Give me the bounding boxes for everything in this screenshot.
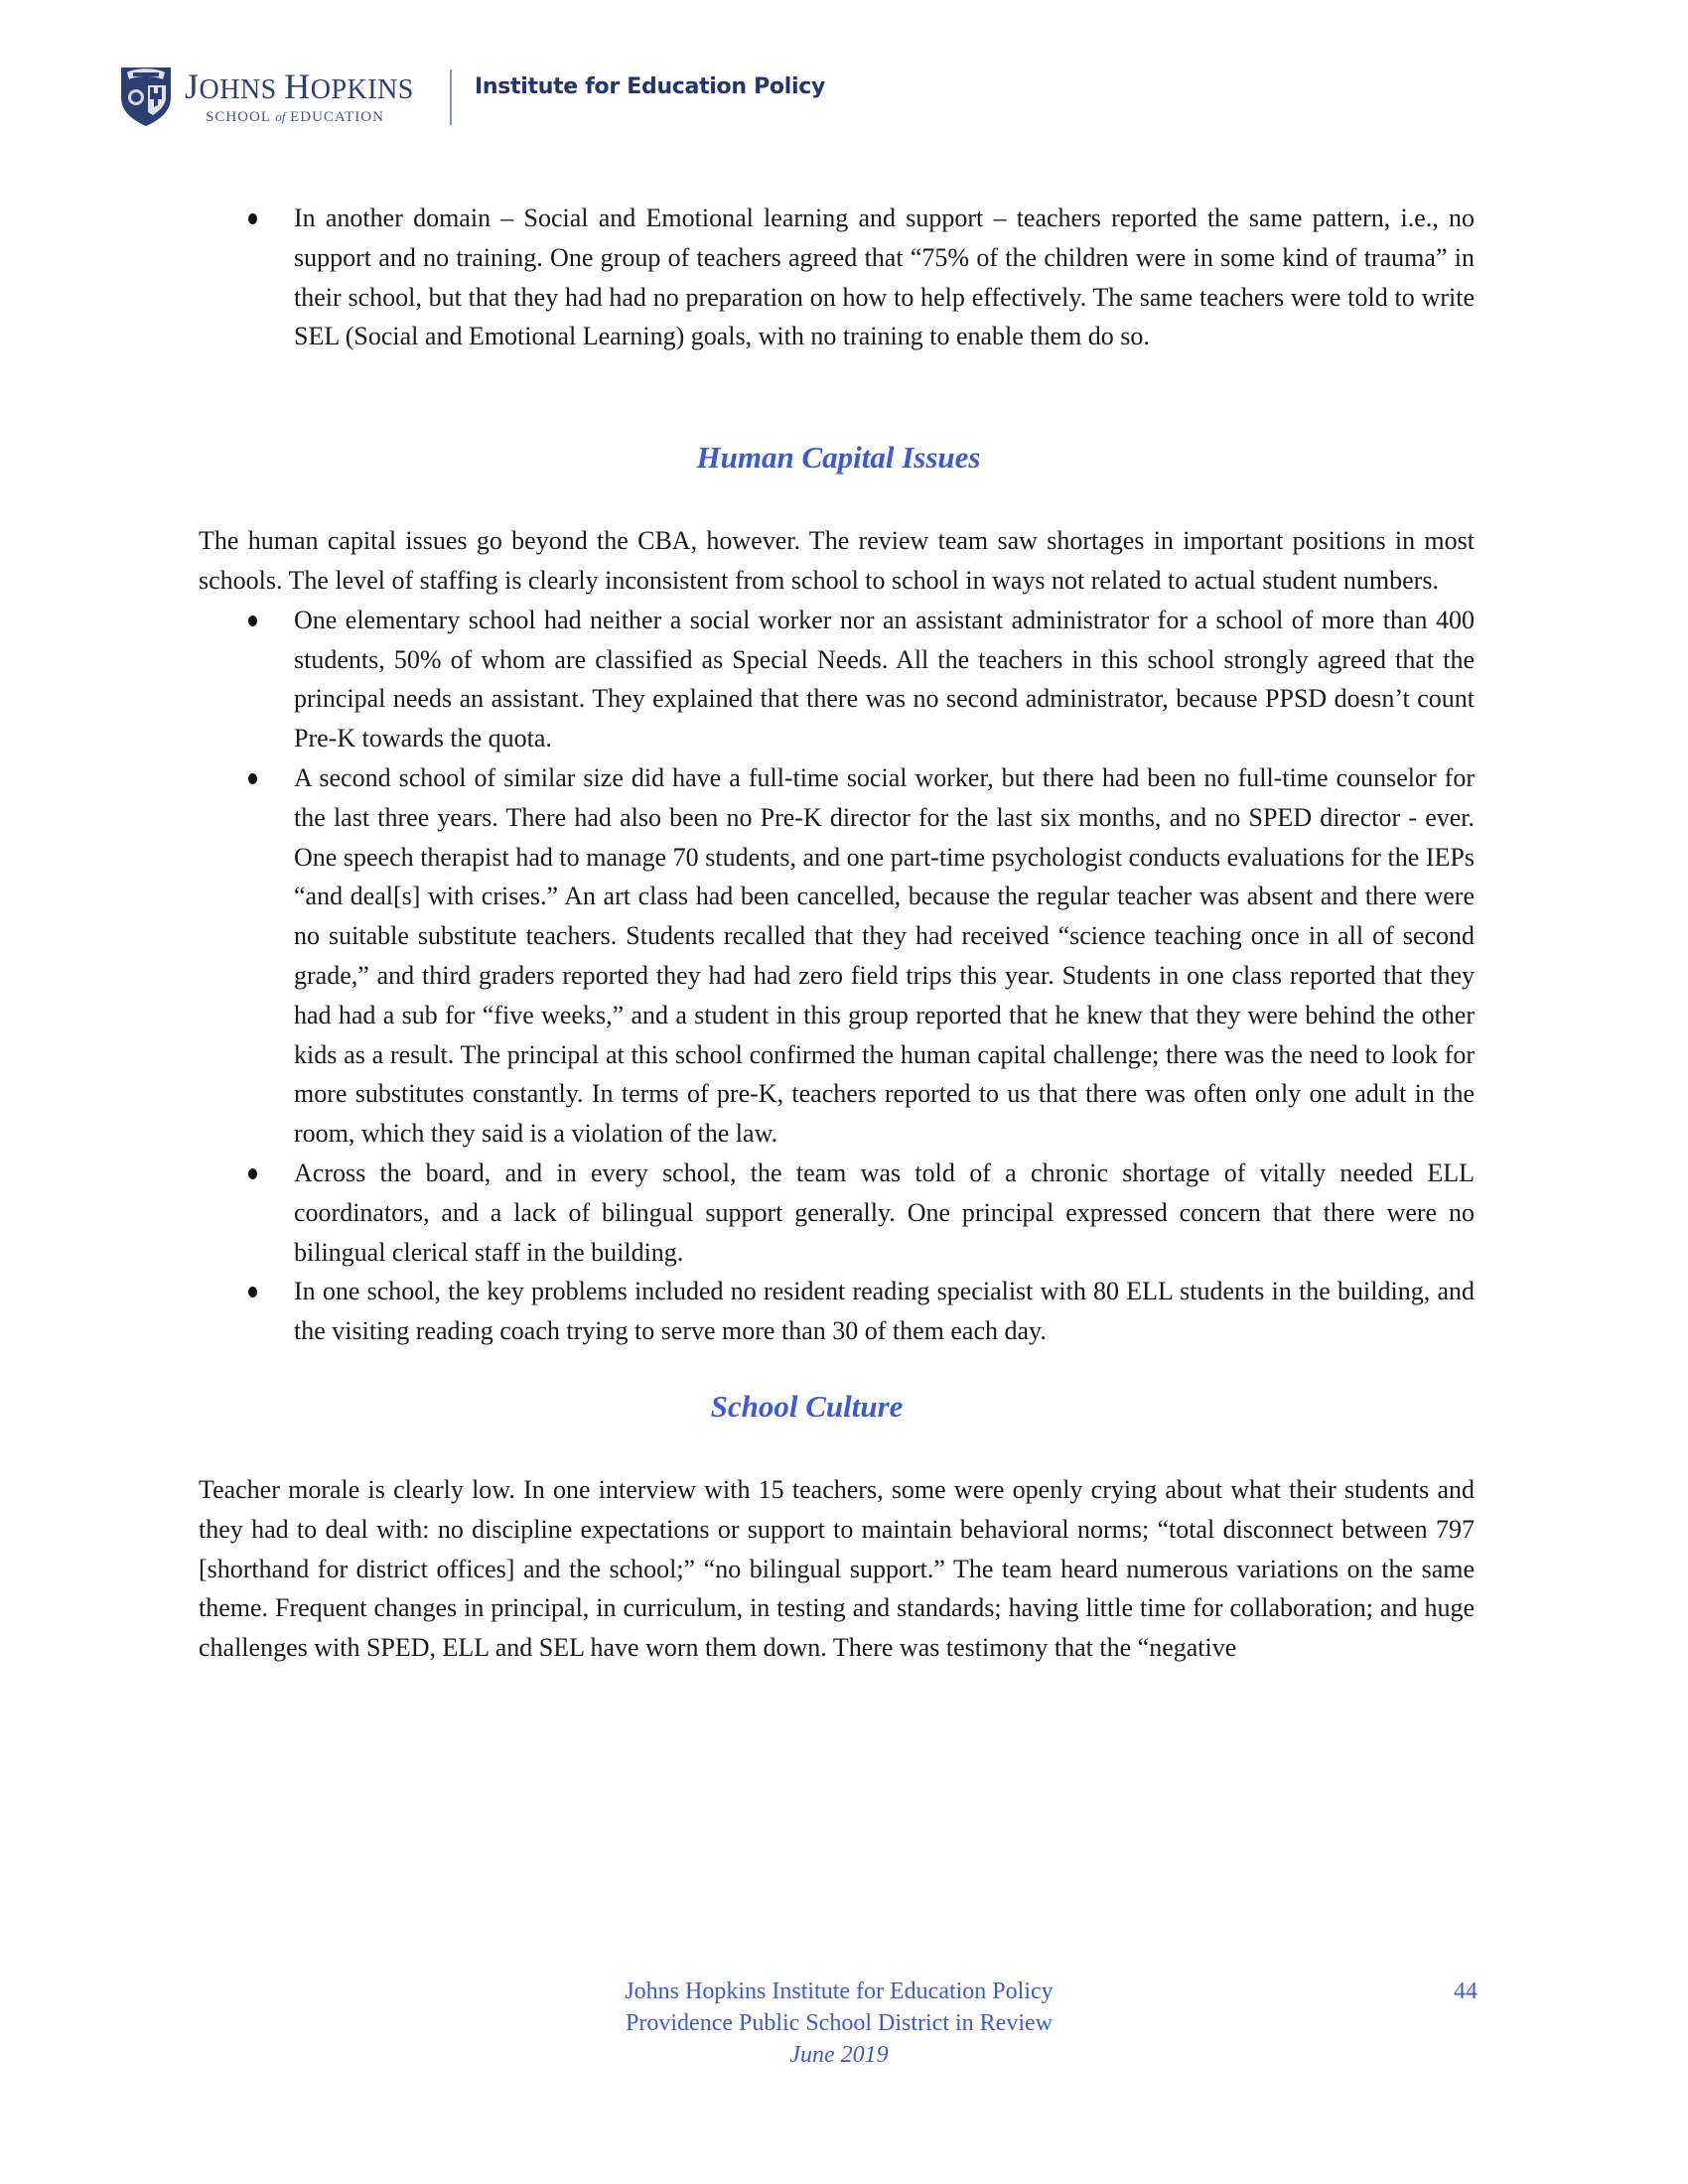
bullet-icon — [248, 1287, 257, 1297]
bullet-icon — [248, 1168, 257, 1179]
johns-hopkins-wordmark: JOHNS HOPKINS — [185, 67, 414, 106]
list-item: One elementary school had neither a social worker nor an assistant administrator for a school of more than 400 students, 50% of whom are classified as Special Needs. All the teachers in this school strongly agreed that the principal needs an assistant. They explained that there was no second administrator, because PPSD doesn’t count Pre-K towards the quota. — [199, 601, 1475, 758]
header-divider — [450, 69, 452, 125]
list-item: Across the board, and in every school, the team was told of a chronic shortage of vitally needed ELL coordinators, and a lack of bilingual support generally. One principal expressed concern that there were no bilingual clerical staff in the building. — [199, 1154, 1475, 1272]
section-heading-school-culture: School Culture — [710, 1388, 904, 1424]
footer-line-report-title: Providence Public School District in Review — [626, 2010, 1053, 2036]
bullet-icon — [248, 773, 257, 784]
bullet-icon — [248, 615, 257, 626]
footer-date: June 2019 — [789, 2042, 889, 2068]
school-culture-paragraph: Teacher morale is clearly low. In one interview with 15 teachers, some were openly crying about what their students and they had to deal with: no discipline expectations or support to maintain behavioral norms; “total disconnect between 797 [shorthand for district offices] and the school;” “no bilingual support.” The team heard numerous variations on the same theme. Frequent changes in principal, in curriculum, in testing and standards; having little time for collaboration; and huge challenges with SPED, ELL and SEL have worn them down. There was testimony that the “negative — [199, 1474, 1475, 1663]
section-heading-human-capital: Human Capital Issues — [696, 440, 981, 476]
page-header — [119, 62, 1013, 131]
johns-hopkins-shield-icon — [119, 64, 173, 127]
footer-line-institute: Johns Hopkins Institute for Education Policy — [625, 1979, 1054, 2004]
human-capital-paragraph: The human capital issues go beyond the CBA, however. The review team saw shortages in important positions in most schools. The level of staffing is clearly inconsistent from school to school in ways not related to actual student numbers. — [199, 526, 1475, 595]
list-item: In another domain – Social and Emotional learning and support – teachers reported the same pattern, i.e., no support and no training. One group of teachers agreed that “75% of the children were in some kind of trauma” in their school, but that they had had no preparation on how to help effectively. The same teachers were told to write SEL (Social and Emotional Learning) goals, with no training to enable them do so. — [199, 199, 1475, 356]
page-body — [199, 199, 1475, 1668]
page-number: 44 — [1454, 1979, 1477, 2004]
bullet-icon — [248, 213, 257, 224]
school-of-education-wordmark: SCHOOL of EDUCATION — [206, 109, 384, 125]
human-capital-bullet-list — [199, 601, 1475, 1351]
intro-bullet-list — [199, 199, 1475, 356]
list-item: A second school of similar size did have a full-time social worker, but there had been no full-time counselor for the last three years. There had also been no Pre-K director for the last six months, and no SPED director - ever. One speech therapist had to manage 70 students, and one part-time psychologist conducts evaluations for the IEPs “and deal[s] with crises.” An art class had been cancelled, because the regular teacher was absent and there were no suitable substitute teachers. Students recalled that they had received “science teaching once in all of second grade,” and third graders reported they had had zero field trips this year. Students in one class reported that they had had a sub for “five weeks,” and a student in this group reported that he knew that they were behind the other kids as a result. The principal at this school confirmed the human capital challenge; there was the need to look for more substitutes constantly. In terms of pre-K, teachers reported to us that there was often only one adult in the room, which they said is a violation of the law. — [199, 758, 1475, 1154]
institute-name: Institute for Education Policy — [475, 74, 825, 99]
list-item: In one school, the key problems included no resident reading specialist with 80 ELL students in the building, and the visiting reading coach trying to serve more than 30 of them each day. — [199, 1272, 1475, 1351]
